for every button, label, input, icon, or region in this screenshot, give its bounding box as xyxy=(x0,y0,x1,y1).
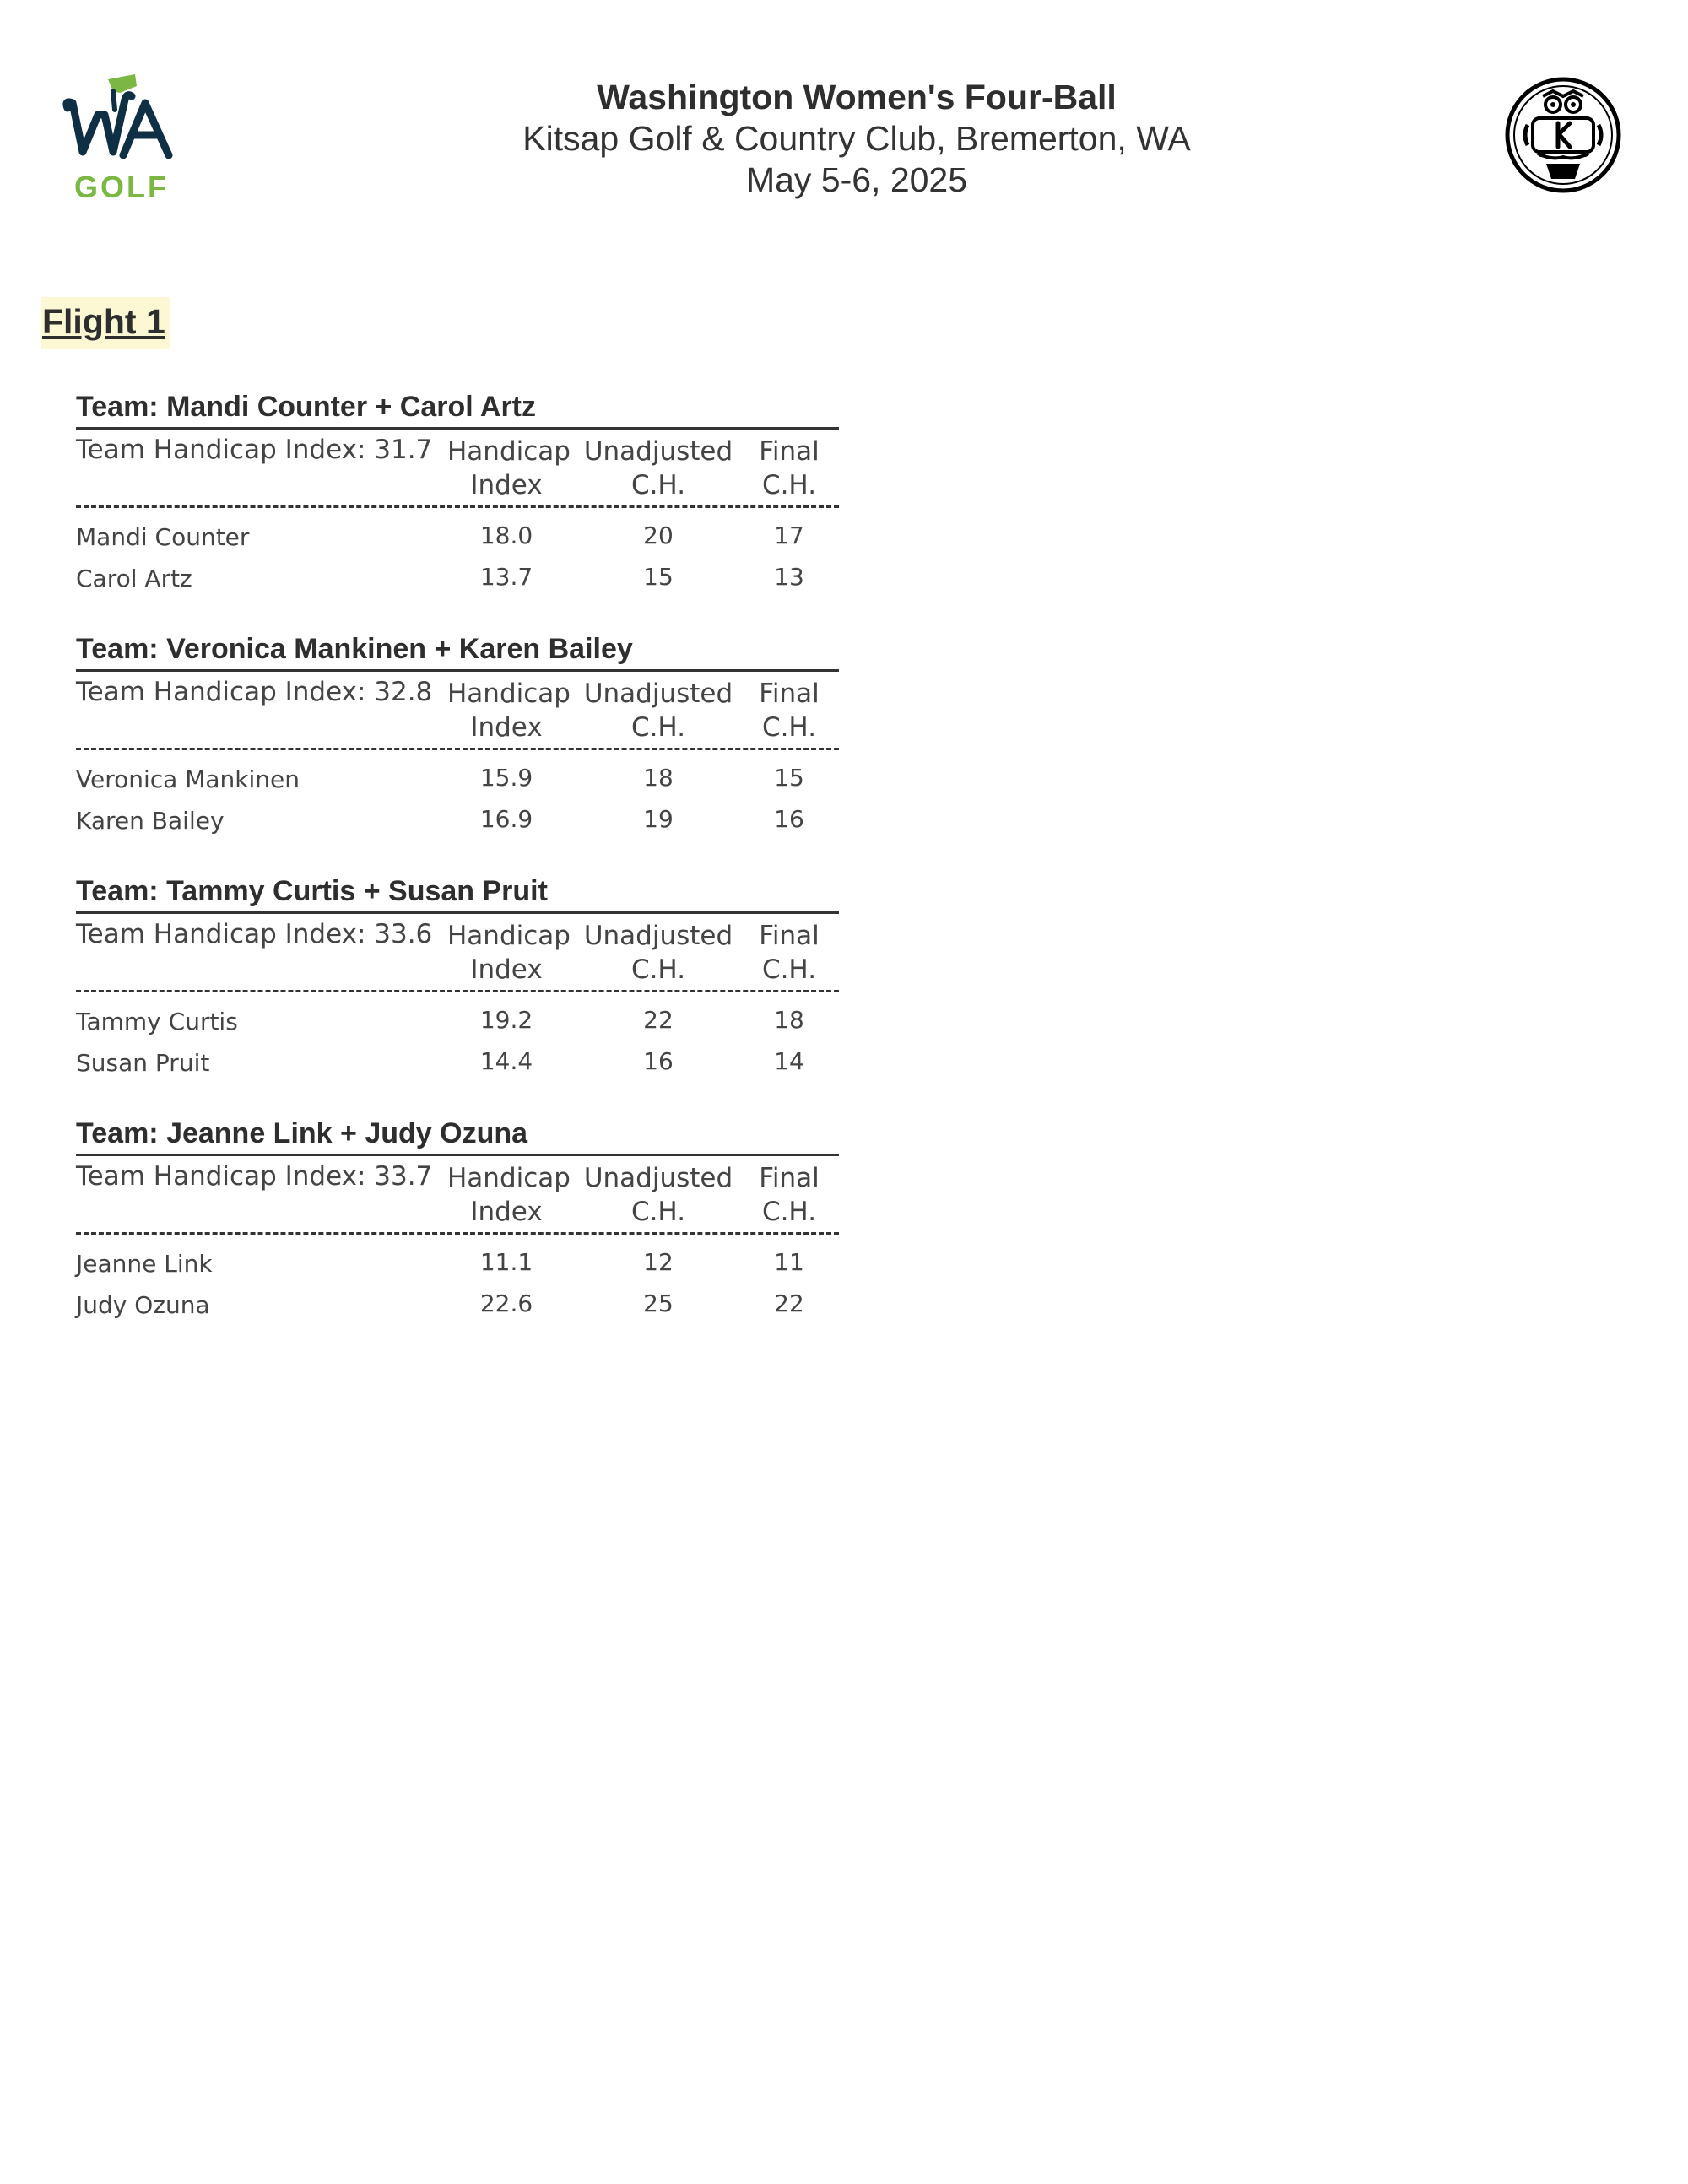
team-block xyxy=(76,390,839,599)
team-handicap-index: Team Handicap Index: 32.8 xyxy=(76,677,433,707)
player-unadjusted-ch: 19 xyxy=(643,805,674,833)
player-unadjusted-ch: 16 xyxy=(643,1047,674,1075)
team-name: Team: Veronica Mankinen + Karen Bailey xyxy=(76,632,839,672)
team-handicap-index: Team Handicap Index: 33.6 xyxy=(76,919,433,949)
player-final-ch: 14 xyxy=(774,1047,804,1075)
player-index: 11.1 xyxy=(479,1248,533,1276)
kitsap-club-emblem-icon xyxy=(1504,76,1622,194)
player-row xyxy=(76,516,839,558)
team-header-row xyxy=(76,672,839,750)
player-index: 18.0 xyxy=(479,522,533,549)
player-unadjusted-ch: 25 xyxy=(643,1289,674,1317)
team-block xyxy=(76,874,839,1084)
player-row xyxy=(76,1042,839,1084)
player-final-ch: 16 xyxy=(774,805,804,833)
col-final-ch: Final C.H. xyxy=(759,678,820,743)
player-final-ch: 22 xyxy=(774,1289,804,1317)
col-handicap-index: Handicap Index xyxy=(447,436,571,500)
col-final-ch: Final C.H. xyxy=(759,1163,820,1227)
player-index: 15.9 xyxy=(479,764,533,792)
player-name: Mandi Counter xyxy=(76,523,250,551)
col-final-ch: Final C.H. xyxy=(759,436,820,500)
player-unadjusted-ch: 18 xyxy=(643,764,674,792)
player-row xyxy=(76,1284,839,1326)
team-header-row xyxy=(76,1156,839,1235)
col-handicap-index: Handicap Index xyxy=(447,678,571,743)
col-unadjusted-ch: Unadjusted C.H. xyxy=(583,1163,733,1227)
team-block xyxy=(76,632,839,841)
player-name: Judy Ozuna xyxy=(76,1291,210,1319)
player-name: Tammy Curtis xyxy=(76,1008,238,1035)
player-name: Jeanne Link xyxy=(76,1250,213,1278)
flight-heading: Flight 1 xyxy=(41,297,170,349)
player-name: Susan Pruit xyxy=(76,1049,210,1077)
player-final-ch: 18 xyxy=(774,1006,804,1034)
player-name: Karen Bailey xyxy=(76,807,225,835)
svg-text:GOLF: GOLF xyxy=(74,170,169,203)
team-handicap-index: Team Handicap Index: 31.7 xyxy=(76,435,433,465)
wa-golf-logo-icon xyxy=(52,74,187,203)
player-row xyxy=(76,558,839,599)
team-header-row xyxy=(76,430,839,508)
player-row xyxy=(76,800,839,841)
document-header xyxy=(338,76,1376,201)
player-row xyxy=(76,759,839,800)
team-header-row xyxy=(76,914,839,992)
col-handicap-index: Handicap Index xyxy=(447,1163,571,1227)
player-unadjusted-ch: 22 xyxy=(643,1006,674,1034)
team-name: Team: Jeanne Link + Judy Ozuna xyxy=(76,1116,839,1156)
player-unadjusted-ch: 12 xyxy=(643,1248,674,1276)
col-unadjusted-ch: Unadjusted C.H. xyxy=(583,678,733,743)
col-final-ch: Final C.H. xyxy=(759,921,820,985)
player-name: Veronica Mankinen xyxy=(76,765,300,793)
player-index: 13.7 xyxy=(479,563,533,591)
player-index: 14.4 xyxy=(479,1047,533,1075)
player-unadjusted-ch: 15 xyxy=(643,563,674,591)
player-final-ch: 15 xyxy=(774,764,804,792)
col-handicap-index: Handicap Index xyxy=(447,921,571,985)
team-block xyxy=(76,1116,839,1326)
event-dates: May 5-6, 2025 xyxy=(745,160,968,199)
event-venue: Kitsap Golf & Country Club, Bremerton, WA xyxy=(522,119,1191,158)
col-unadjusted-ch: Unadjusted C.H. xyxy=(583,921,733,985)
col-unadjusted-ch: Unadjusted C.H. xyxy=(583,436,733,500)
player-final-ch: 13 xyxy=(774,563,804,591)
player-index: 22.6 xyxy=(479,1289,533,1317)
player-name: Carol Artz xyxy=(76,565,192,592)
team-name: Team: Mandi Counter + Carol Artz xyxy=(76,390,839,430)
player-index: 19.2 xyxy=(479,1006,533,1034)
player-row xyxy=(76,1001,839,1042)
team-handicap-index: Team Handicap Index: 33.7 xyxy=(76,1161,433,1192)
player-unadjusted-ch: 20 xyxy=(643,522,674,549)
team-name: Team: Tammy Curtis + Susan Pruit xyxy=(76,874,839,914)
player-row xyxy=(76,1243,839,1284)
player-final-ch: 11 xyxy=(774,1248,804,1276)
event-title: Washington Women's Four-Ball xyxy=(597,78,1117,116)
player-index: 16.9 xyxy=(479,805,533,833)
player-final-ch: 17 xyxy=(774,522,804,549)
